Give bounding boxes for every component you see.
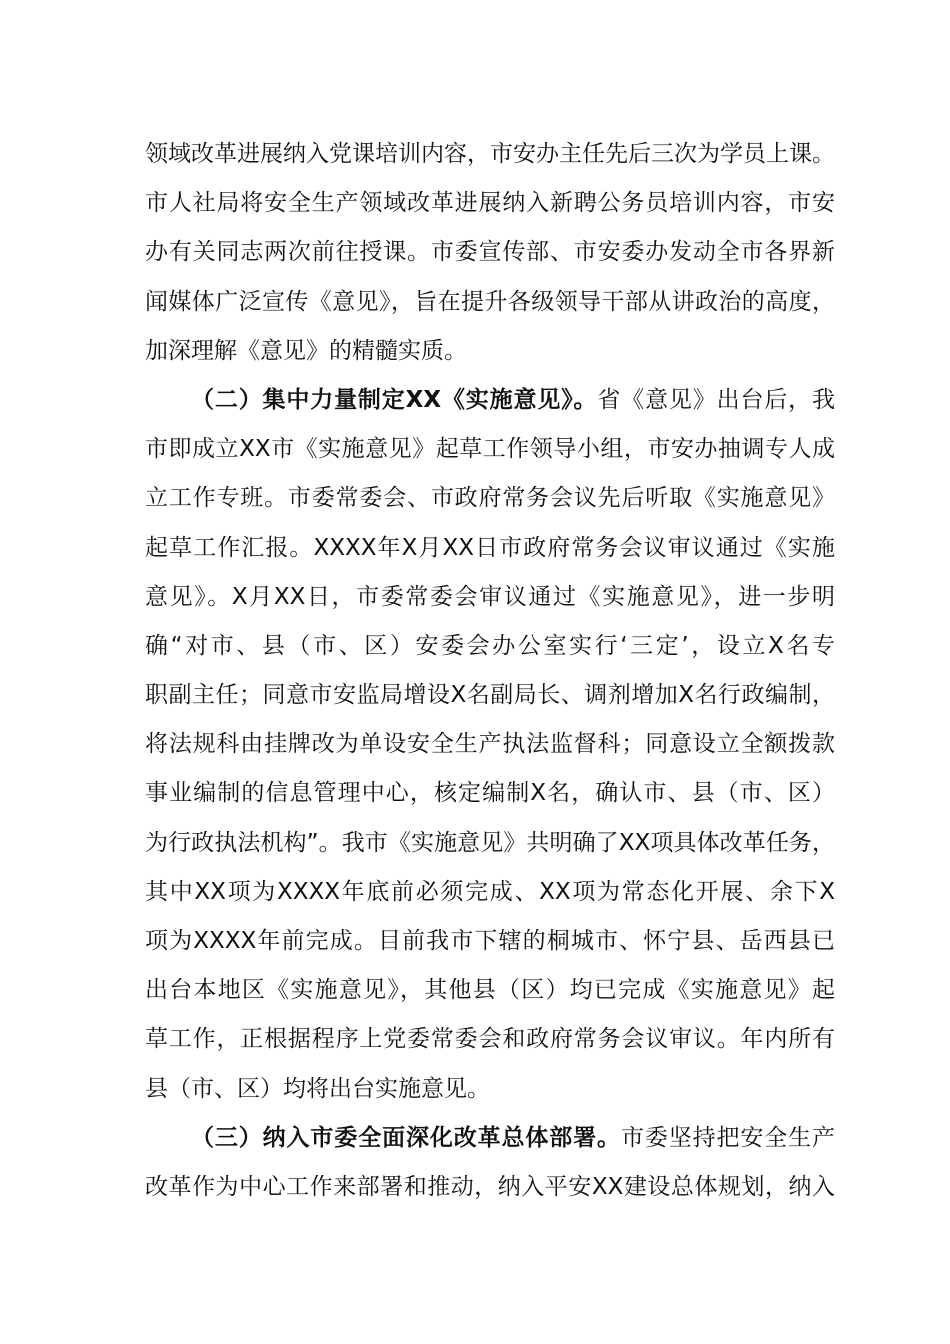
text-line	[145, 769, 835, 818]
line-text: 为行政执法机构”。我市《实施意见》共明确了XX项具体改革任务，	[145, 829, 835, 856]
line-text: 立工作专班。市委常委会、市政府常务会议先后听取《实施意见》	[145, 485, 835, 512]
line-text: 省《意见》出台后，我	[597, 386, 836, 413]
line-text: 意见》。X月XX日，市委常委会审议通过《实施意见》，进一步明	[145, 583, 835, 610]
line-text: 市委坚持把安全生产	[620, 1124, 836, 1151]
text-line	[145, 966, 835, 1015]
line-text: 起草工作汇报。XXXX年X月XX日市政府常务会议审议通过《实施	[145, 534, 835, 561]
text-line	[145, 474, 835, 523]
line-text: 将法规科由挂牌改为单设安全生产执法监督科；同意设立全额拨款	[145, 731, 835, 758]
text-line	[145, 1065, 835, 1114]
text-line	[145, 917, 835, 966]
text-line	[145, 524, 835, 573]
line-text: 确“对市、县（市、区）安委会办公室实行‘三定’，设立X名专	[145, 632, 835, 659]
line-text: 闻媒体广泛宣传《意见》，旨在提升各级领导干部从讲政治的高度，	[145, 288, 835, 315]
line-text: 改革作为中心工作来部署和推动，纳入平安XX建设总体规划，纳入	[145, 1173, 835, 1200]
text-line	[145, 130, 835, 179]
line-text: 职副主任；同意市安监局增设X名副局长、调剂增加X名行政编制，	[145, 682, 835, 709]
text-line	[145, 425, 835, 474]
line-text: 项为XXXX年前完成。目前我市下辖的桐城市、怀宁县、岳西县已	[145, 928, 835, 954]
line-text: 市即成立XX市《实施意见》起草工作领导小组，市安办抽调专人成	[145, 436, 835, 463]
line-text: 出台本地区《实施意见》，其他县（区）均已完成《实施意见》起	[145, 977, 835, 1004]
text-line	[145, 1015, 835, 1064]
line-text: 加深理解《意见》的精髓实质。	[145, 337, 467, 364]
document-body	[145, 130, 835, 1212]
line-text: 领域改革进展纳入党课培训内容，市安办主任先后三次为学员上课。	[145, 141, 835, 167]
text-line	[145, 228, 835, 277]
line-text: 办有关同志两次前往授课。市委宣传部、市安委办发动全市各界新	[145, 239, 835, 266]
line-text: 事业编制的信息管理中心，核定编制X名，确认市、县（市、区）	[145, 780, 835, 807]
section-heading: （三）纳入市委全面深化改革总体部署。	[191, 1124, 621, 1151]
text-line	[145, 1163, 835, 1212]
text-line	[145, 819, 835, 868]
text-line	[145, 622, 835, 671]
section-heading-line	[145, 1114, 835, 1163]
line-text: 其中XX项为XXXX年底前必须完成、XX项为常态化开展、余下X	[145, 878, 835, 905]
text-line	[145, 720, 835, 769]
line-text: 草工作，正根据程序上党委常委会和政府常务会议审议。年内所有	[145, 1026, 835, 1053]
text-line	[145, 868, 835, 917]
line-text: 市人社局将安全生产领域改革进展纳入新聘公务员培训内容，市安	[145, 190, 835, 217]
text-line	[145, 278, 835, 327]
text-line	[145, 327, 835, 376]
text-line	[145, 671, 835, 720]
line-text: 县（市、区）均将出台实施意见。	[145, 1075, 490, 1102]
section-heading-line	[145, 376, 835, 425]
section-heading: （二）集中力量制定XX《实施意见》。	[191, 386, 598, 413]
text-line	[145, 179, 835, 228]
text-line	[145, 573, 835, 622]
